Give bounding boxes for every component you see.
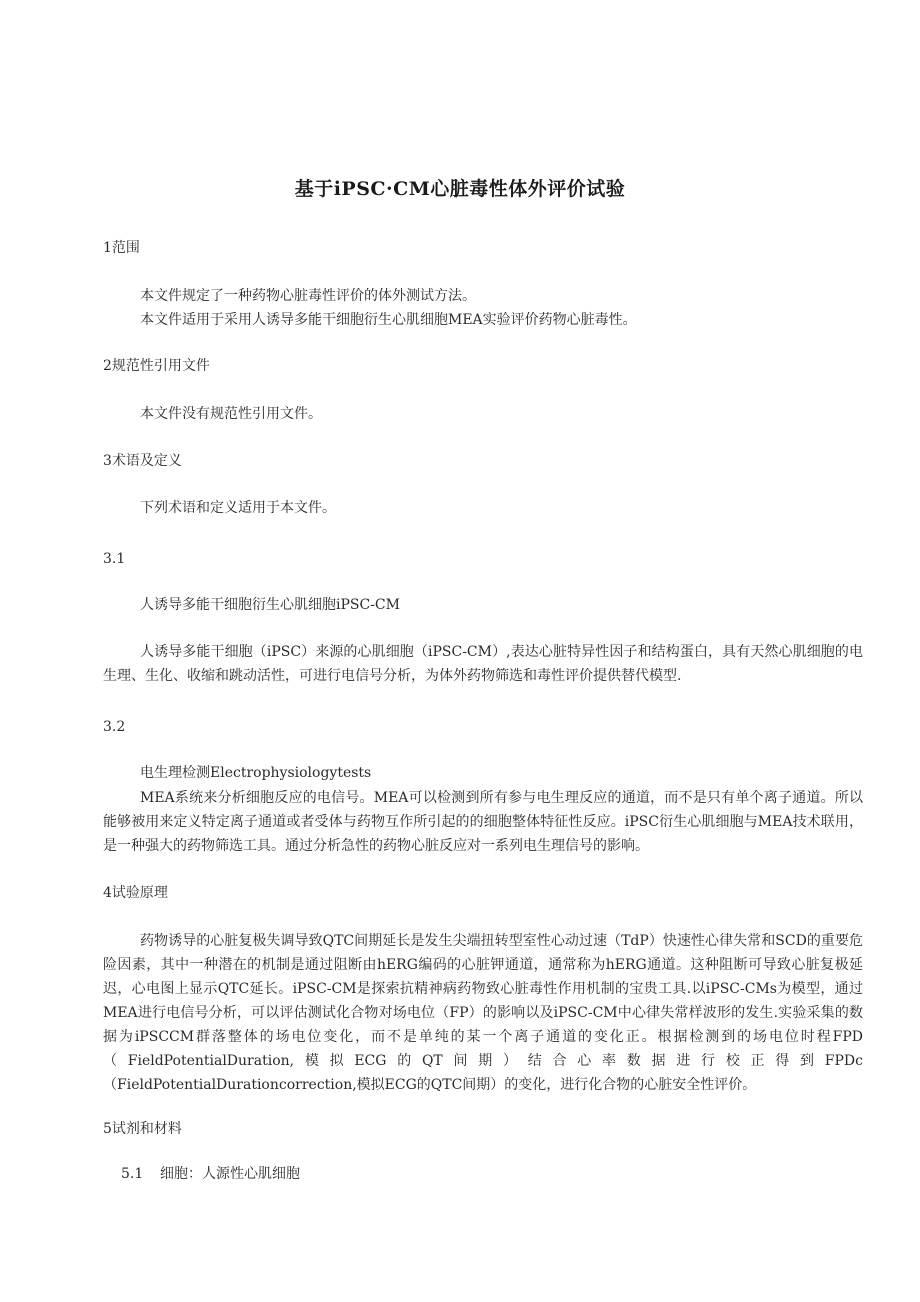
document-title: 基于iPSC·CM心脏毒性体外评价试验 xyxy=(294,178,626,200)
terms-intro-paragraph: 下列术语和定义适用于本文件。 xyxy=(140,500,336,516)
scope-paragraph-2: 本文件适用于采用人诱导多能干细胞衍生心肌细胞MEA实验评价药物心脏毒性。 xyxy=(140,312,637,328)
definition-3-2: MEA系统来分析细胞反应的电信号。MEA可以检测到所有参与电生理反应的通道，而不是只有单个离子通道。所以能够被用来定义特定离子通道或者受体与药物互作所引起的的细胞整体特征性反应。iPSC衍生心肌细胞与MEA技术联用，是一种强大的药物筛选工具。通过分析急性的药物心脏反应对一系列电生理信号的影响。 xyxy=(103,790,863,854)
clause-number-3-1: 3.1 xyxy=(103,551,126,567)
reagent-item-5-1 xyxy=(121,1164,300,1184)
section-heading-reagents: 5试剂和材料 xyxy=(103,1121,182,1137)
definition-3-1: 人诱导多能干细胞（iPSC）来源的心肌细胞（iPSC-CM）,表达心脏特异性因子和结构蛋白，具有天然心肌细胞的电生理、生化、收缩和跳动活性，可进行电信号分析，为体外药物筛选和毒性评价提供替代模型. xyxy=(103,644,863,684)
term-3-1: 人诱导多能干细胞衍生心肌细胞iPSC-CM xyxy=(140,597,400,613)
term-3-2: 电生理检测Electrophysiologytests xyxy=(140,765,372,781)
reagent-item-text: 细胞：人源性心肌细胞 xyxy=(160,1166,300,1182)
section-heading-principle: 4试验原理 xyxy=(103,885,168,901)
reagent-item-number: 5.1 xyxy=(121,1166,144,1182)
principle-paragraph: 药物诱导的心脏复极失调导致QTC间期延长是发生尖端扭转型室性心动过速（TdP）快速性心律失常和SCD的重要危险因素，其中一种潜在的机制是通过阻断由hERG编码的心脏钾通道，通常称为hERG通道。这种阻断可导致心脏复极延迟，心电图上显示QTC延长。iPSC-CM是探索抗精神病药物致心脏毒性作用机制的宝贵工具.以iPSC-CMs为模型，通过MEA进行电信号分析，可以评估测试化合物对场电位（FP）的影响以及iPSC-CM中心律失常样波形的发生.实验采集的数据为iPSCCM群落整体的场电位变化，而不是单纯的某一个离子通道的变化正。根据检测到的场电位时程FPD（FieldPotentialDuration,模拟ECG的QT间期）结合心率数据进行校正得到FPDc（FieldPotentialDurationcorrection,模拟ECG的QTC间期）的变化，进行化合物的心脏安全性评价。 xyxy=(103,933,863,1093)
scope-paragraph-1: 本文件规定了一种药物心脏毒性评价的体外测试方法。 xyxy=(140,288,476,304)
section-heading-references: 2规范性引用文件 xyxy=(103,358,210,374)
references-paragraph: 本文件没有规范性引用文件。 xyxy=(140,406,322,422)
section-heading-terms: 3术语及定义 xyxy=(103,453,182,469)
section-heading-scope: 1范围 xyxy=(103,240,140,256)
clause-number-3-2: 3.2 xyxy=(103,719,126,735)
